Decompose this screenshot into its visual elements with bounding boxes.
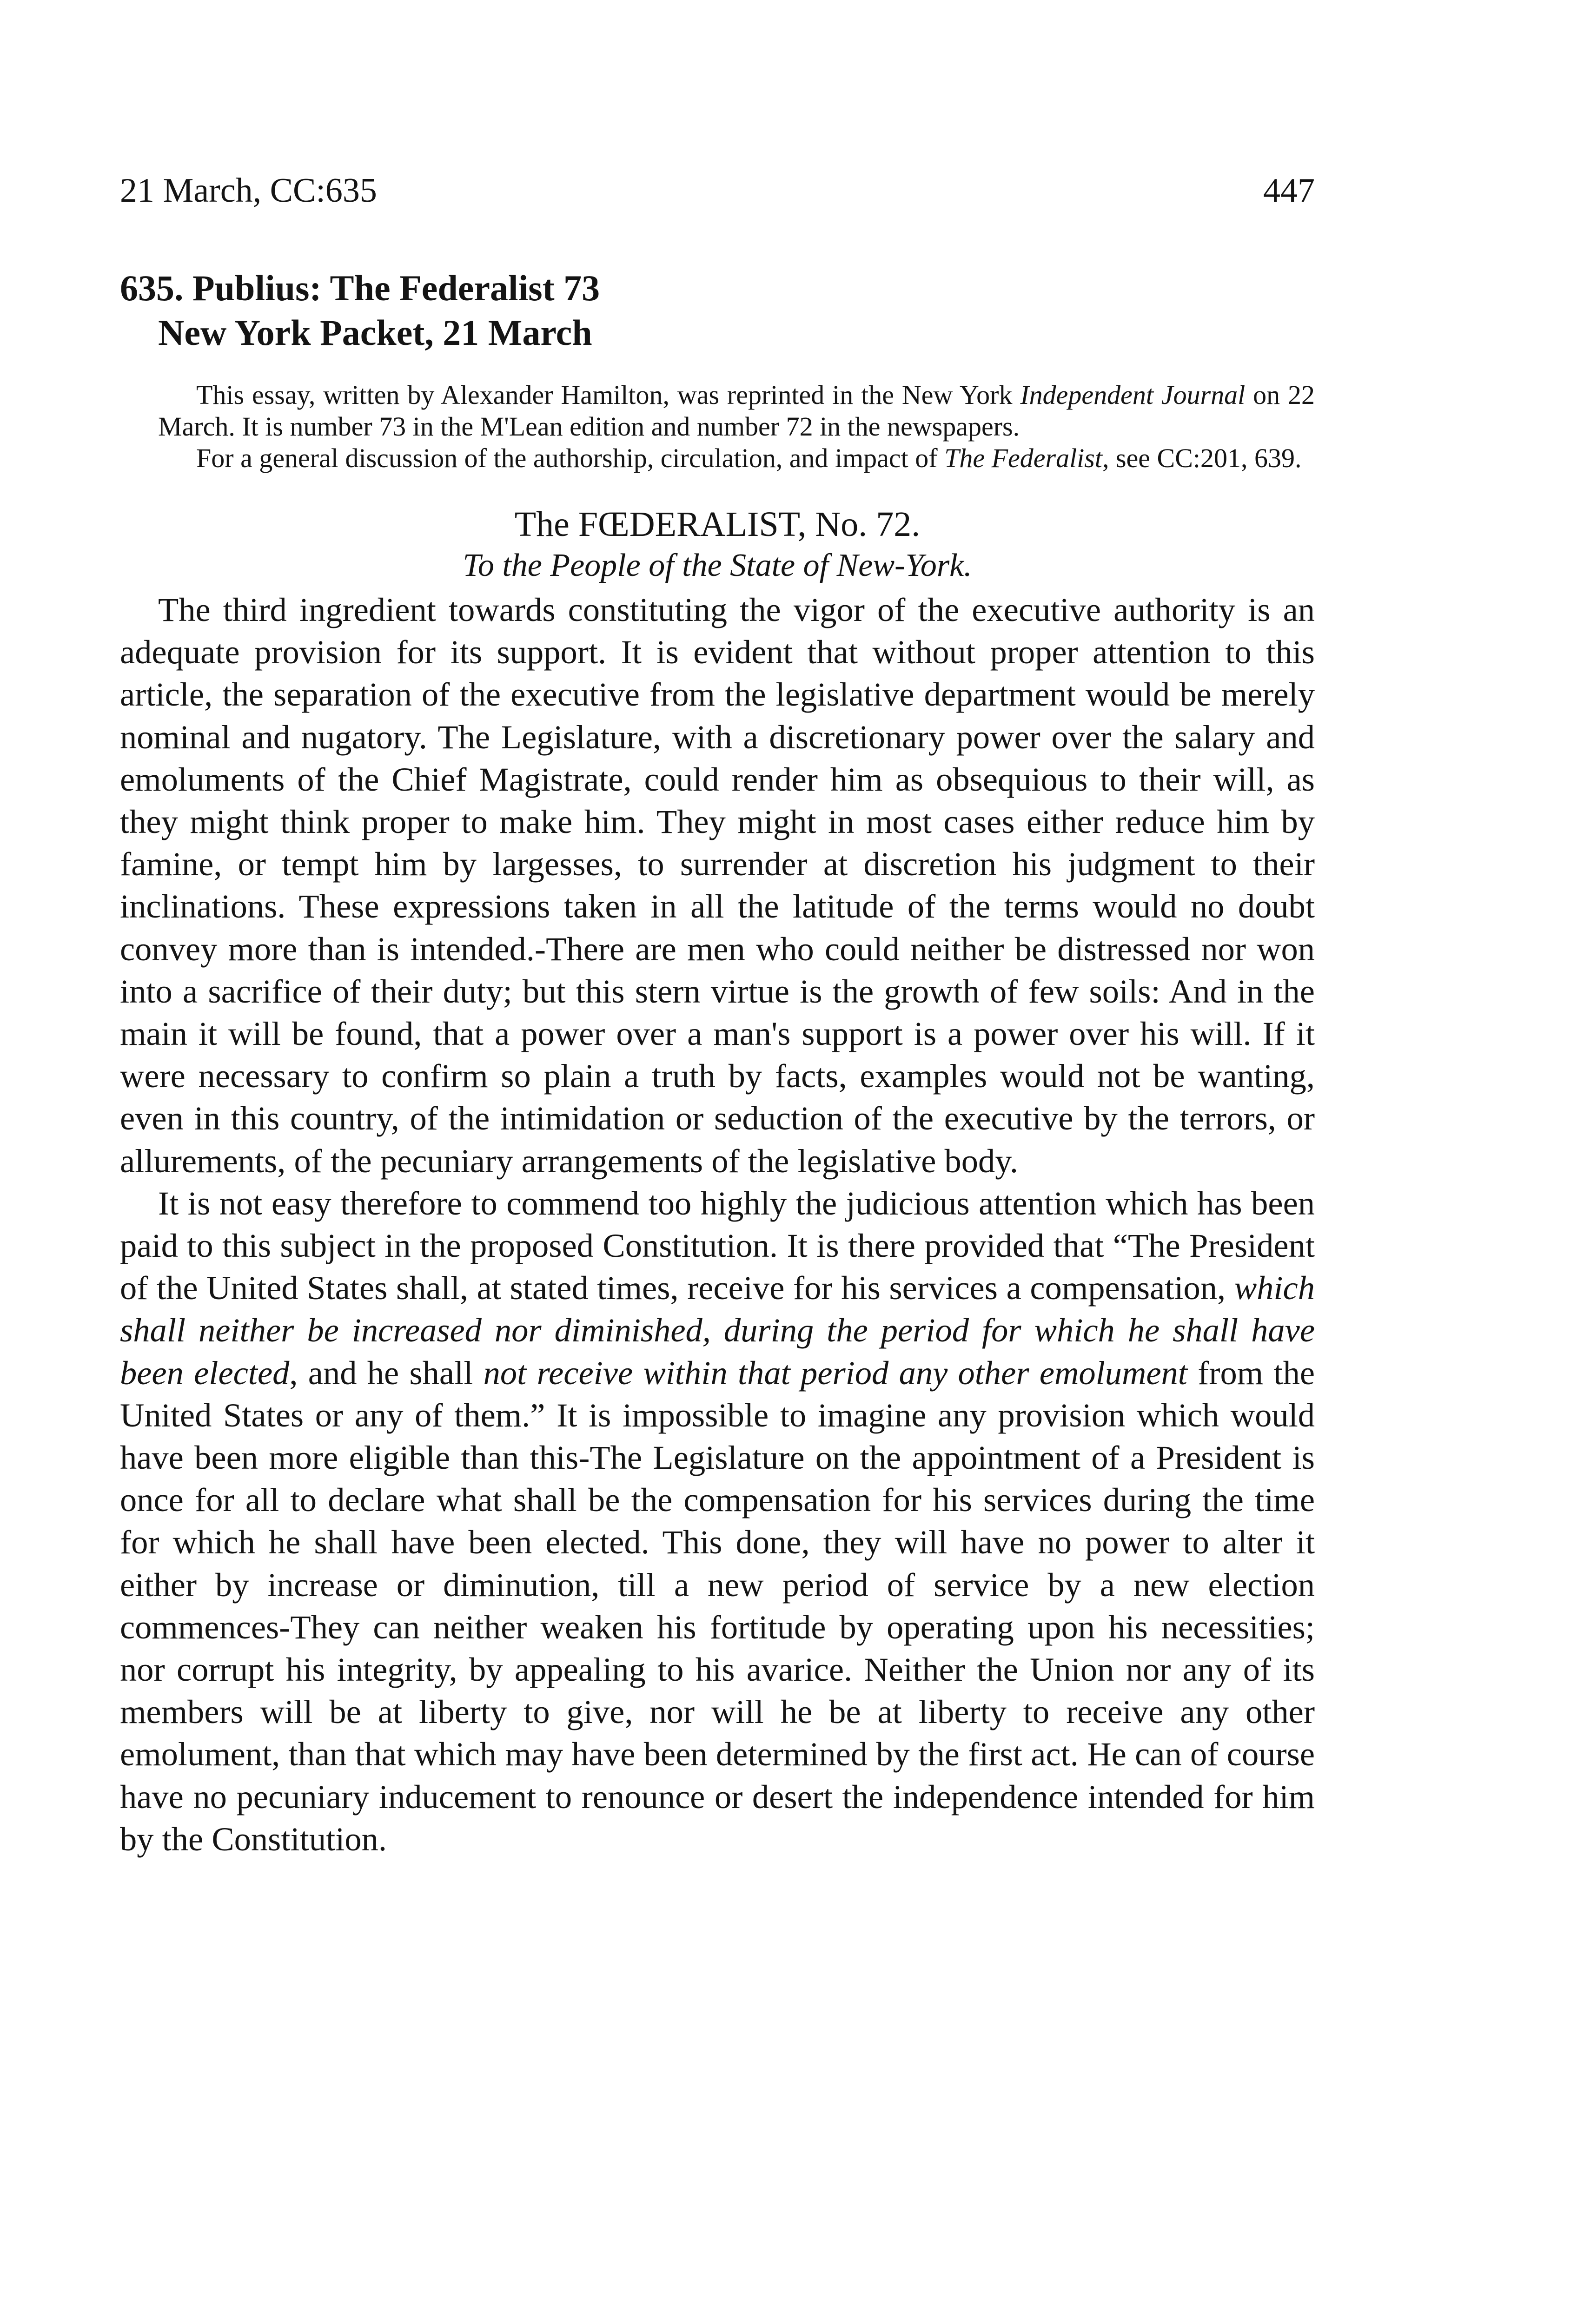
headnote bbox=[120, 379, 1315, 474]
essay-body bbox=[120, 588, 1315, 1860]
entry-title: 635. Publius: The Federalist 73 bbox=[120, 268, 600, 308]
headnote-text: on 22 March. It is number 73 in the M'Lean edition and number 72 in the newspapers. bbox=[158, 380, 1315, 442]
essay-paragraph: The third ingredient towards constituting the vigor of the executive authority is an adequate provision for its support. It is evident that without proper attention to this article, the separation of the executive from the legislative department would be merely nominal and nugatory. The Legislature, with a discretionary power over the salary and emoluments of the Chief Magistrate, could render him as obsequious to their will, as they might think proper to make him. They might in most cases either reduce him by famine, or tempt him by largesses, to surrender at discretion his judgment to their inclinations. These expressions taken in all the latitude of the terms would no doubt convey more than is intended.-There are men who could neither be distressed nor won into a sacrifice of their duty; but this stern virtue is the growth of few soils: And in the main it will be found, that a power over a man's support is a power over his will. If it were necessary to confirm so plain a truth by facts, examples would not be wanting, even in this country, of the intimidation or seduction of the executive by the terrors, or allurements, of the pecuniary arrangements of the legislative body. bbox=[120, 591, 1315, 1180]
headnote-paragraph bbox=[158, 442, 1315, 474]
headnote-text: This essay, written by Alexander Hamilton, was reprinted in the New York bbox=[196, 380, 1020, 410]
headnote-text: , see CC:201, 639. bbox=[1102, 443, 1302, 473]
entry-title-block bbox=[120, 266, 1315, 355]
document-page bbox=[120, 167, 1315, 1860]
journal-title: Independent Journal bbox=[1020, 380, 1246, 410]
essay-italic-text: not receive within that period any other emolument bbox=[483, 1353, 1187, 1392]
essay-italic-text: which shall neither be increased nor diminished, during the period for which he shall have been elected bbox=[120, 1269, 1315, 1392]
essay-paragraph bbox=[120, 1182, 1315, 1860]
work-title: The Federalist bbox=[944, 443, 1102, 473]
essay-address: To the People of the State of New-York. bbox=[463, 548, 972, 583]
headnote-text: For a general discussion of the authorship, circulation, and impact of bbox=[196, 443, 945, 473]
essay-text: , and he shall bbox=[289, 1353, 484, 1392]
entry-subtitle: New York Packet, 21 March bbox=[158, 312, 592, 353]
essay-heading: The FŒDERALIST, No. 72. bbox=[514, 505, 921, 544]
running-head-left: 21 March, CC:635 bbox=[120, 172, 377, 210]
page-number: 447 bbox=[1263, 172, 1315, 210]
essay-text: It is not easy therefore to commend too highly the judicious attention which has been paid to this subject in the proposed Constitution. It is there provided that “The President of the United States shall, at stated times, receive for his services a compensation, bbox=[120, 1184, 1315, 1307]
essay-text: from the United States or any of them.” It is impossible to imagine any provision which would have been more eligible than this-The Legislature on the appointment of a President is once for all to declare what shall be the compensation for his services during the time for which he shall have been elected. This done, they will have no power to alter it either by increase or diminution, till a new period of service by a new election commences-They can neither weaken his fortitude by operating upon his necessities; nor corrupt his integrity, by appealing to his avarice. Neither the Union nor any of its members will be at liberty to give, nor will he be at liberty to receive any other emolument, than that which may have been determined by the first act. He can of course have no pecuniary inducement to renounce or desert the independence intended for him by the Constitution. bbox=[120, 1353, 1315, 1858]
running-head bbox=[120, 167, 1315, 223]
headnote-paragraph bbox=[158, 379, 1315, 442]
